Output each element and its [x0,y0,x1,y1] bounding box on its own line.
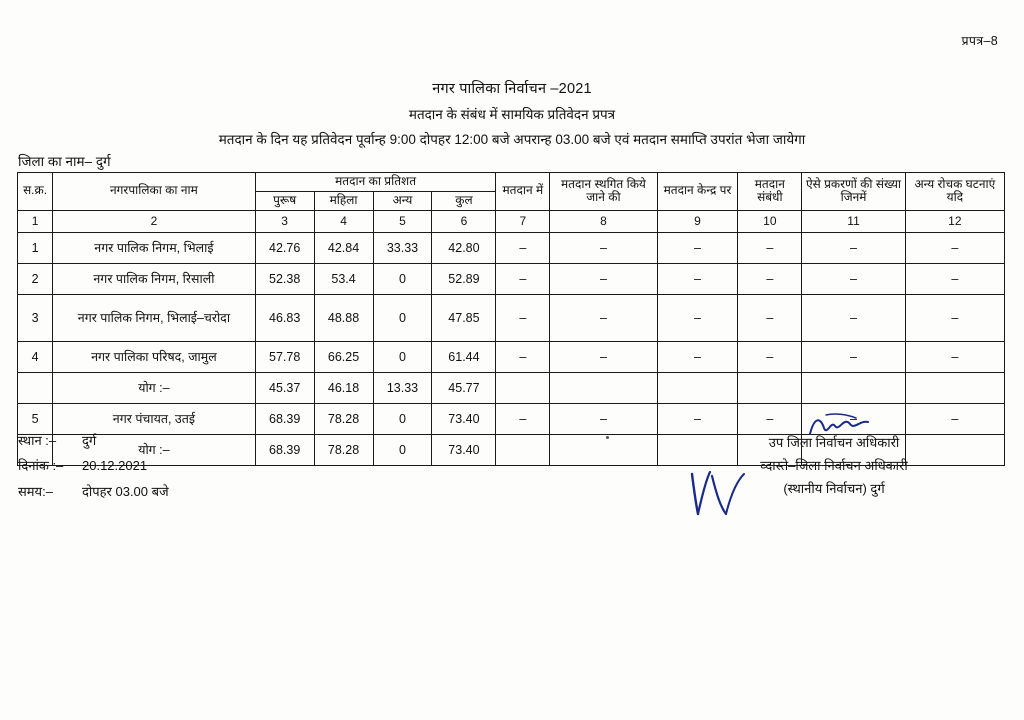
cell-col12: – [905,263,1004,294]
cell-municipality-name: नगर पालिक निगम, रिसाली [53,263,256,294]
header-percent-group: मतदान का प्रतिशत [255,173,496,192]
cell-female-pct: 46.18 [314,372,373,403]
cell-total-pct: 73.40 [432,434,496,465]
cell-municipality-name: नगर पालिका परिषद, जामुल [53,341,256,372]
cell-male-pct: 68.39 [255,403,314,434]
cell-sum-label: योग :– [53,372,256,403]
cell-sum-label: योग :– [53,434,256,465]
cell-total-pct: 47.85 [432,294,496,341]
column-number-12: 12 [905,210,1004,232]
cell-total-pct: 42.80 [432,232,496,263]
column-number-4: 4 [314,210,373,232]
cell-col10: – [738,294,802,341]
column-number-6: 6 [432,210,496,232]
sign-line-2: व्दास्ते–जिला निर्वाचन अधिकारी [760,457,908,473]
cell-female-pct: 78.28 [314,434,373,465]
header-name: नगरपालिका का नाम [53,173,256,211]
cell-col9: – [657,403,738,434]
column-number-5: 5 [373,210,432,232]
cell-col12: – [905,232,1004,263]
place-label: स्थान :– [18,433,57,448]
cell-col7 [496,372,550,403]
cell-total-pct: 73.40 [432,403,496,434]
title-line-1: नगर पालिका निर्वाचन –2021 [432,81,592,97]
column-number-2: 2 [53,210,256,232]
cell-col9: – [657,341,738,372]
column-number-3: 3 [255,210,314,232]
cell-col8: – [550,294,657,341]
header-col12: अन्य रोचक घटनाएं यदि [905,173,1004,211]
title-line-2: मतदान के संबंध में सामयिक प्रतिवेदन प्रपत्र [408,107,616,122]
cell-col7: – [496,294,550,341]
header-col11: ऐसे प्रकरणों की संख्या जिनमें [802,173,905,211]
column-number-9: 9 [657,210,738,232]
cell-other-pct: 0 [373,263,432,294]
footer-signature-block [684,432,984,500]
date-label: दिनांक :– [18,458,64,474]
header-female: महिला [314,191,373,210]
cell-male-pct: 68.39 [255,434,314,465]
cell-col9 [657,372,738,403]
cell-other-pct: 13.33 [373,372,432,403]
cell-col8 [550,434,657,465]
header-col7: मतदान में [496,173,550,211]
cell-col11: – [802,294,905,341]
header-other: अन्य [373,191,432,210]
time-label: समय:– [18,483,53,499]
cell-total-pct: 52.89 [432,263,496,294]
column-number-8: 8 [550,210,657,232]
cell-col7: – [496,263,550,294]
cell-male-pct: 57.78 [255,341,314,372]
header-total: कुल [432,191,496,210]
cell-other-pct: 0 [373,341,432,372]
cell-col12 [905,372,1004,403]
cell-serial [18,372,53,403]
column-number-1: 1 [18,210,53,232]
form-number: प्रपत्र–8 [961,34,998,48]
cell-serial: 5 [18,403,53,434]
cell-male-pct: 42.76 [255,232,314,263]
cell-col11 [802,372,905,403]
column-number-7: 7 [496,210,550,232]
cell-municipality-name: नगर पंचायत, उतई [53,403,256,434]
cell-other-pct: 33.33 [373,232,432,263]
cell-col12: – [905,341,1004,372]
cell-col9: – [657,294,738,341]
table-row [18,372,1005,403]
cell-col10: – [738,232,802,263]
cell-col9: – [657,232,738,263]
cell-col10: – [738,263,802,294]
cell-female-pct: 42.84 [314,232,373,263]
cell-col12: – [905,294,1004,341]
cell-col10 [738,372,802,403]
cell-col7 [496,434,550,465]
sign-line-1: उप जिला निर्वाचन अधिकारी [768,435,900,450]
time-value: दोपहर 03.00 बजे [82,483,169,499]
district-name: जिला का नाम– दुर्ग [18,154,111,169]
cell-male-pct: 45.37 [255,372,314,403]
table-number-row [18,210,1005,232]
date-row [18,453,169,478]
cell-col10: – [738,341,802,372]
place-value: दुर्ग [82,433,97,448]
cell-col8 [550,372,657,403]
cell-female-pct: 66.25 [314,341,373,372]
header-male: पुरूष [255,191,314,210]
table-row [18,263,1005,294]
cell-serial: 2 [18,263,53,294]
cell-col8: – [550,341,657,372]
cell-male-pct: 52.38 [255,263,314,294]
cell-municipality-name: नगर पालिक निगम, भिलाई–चरोदा [53,294,256,341]
cell-col11: – [802,403,905,434]
cell-col11: – [802,232,905,263]
cell-male-pct: 46.83 [255,294,314,341]
table-header-row-1 [18,173,1005,192]
cell-col7: – [496,403,550,434]
table-row [18,294,1005,341]
date-value: 20.12.2021 [82,458,148,474]
cell-col8: – [550,232,657,263]
page-speck [606,436,609,439]
header-sk: स.क्र. [18,173,53,211]
cell-serial: 3 [18,294,53,341]
column-number-11: 11 [802,210,905,232]
title-line-3: मतदान के दिन यह प्रतिवेदन पूर्वान्ह 9:00 दोपहर 12:00 बजे अपरान्ह 03.00 बजे एवं मतदान समाप्ति उपरांत भेजा जायेगा [218,132,806,147]
cell-total-pct: 61.44 [432,341,496,372]
place-row [18,428,169,453]
cell-col11: – [802,263,905,294]
cell-col11: – [802,341,905,372]
sign-line-3: (स्थानीय निर्वाचन) दुर्ग [783,480,885,496]
footer-left-block [18,428,169,504]
cell-col10: – [738,403,802,434]
cell-female-pct: 48.88 [314,294,373,341]
header-col9: मतदान केन्द्र पर [657,173,738,211]
cell-col7: – [496,232,550,263]
cell-female-pct: 78.28 [314,403,373,434]
document-title-block [0,78,1024,148]
cell-col9: – [657,263,738,294]
cell-other-pct: 0 [373,294,432,341]
header-col10: मतदान संबंधी [738,173,802,211]
cell-total-pct: 45.77 [432,372,496,403]
cell-serial: 4 [18,341,53,372]
cell-other-pct: 0 [373,403,432,434]
table-row [18,341,1005,372]
header-col8: मतदान स्थगित किये जाने की [550,173,657,211]
cell-col7: – [496,341,550,372]
column-number-10: 10 [738,210,802,232]
cell-col8: – [550,263,657,294]
cell-municipality-name: नगर पालिक निगम, भिलाई [53,232,256,263]
cell-col8: – [550,403,657,434]
cell-col12: – [905,403,1004,434]
time-row [18,479,169,504]
table-row [18,232,1005,263]
cell-serial: 1 [18,232,53,263]
cell-female-pct: 53.4 [314,263,373,294]
cell-other-pct: 0 [373,434,432,465]
